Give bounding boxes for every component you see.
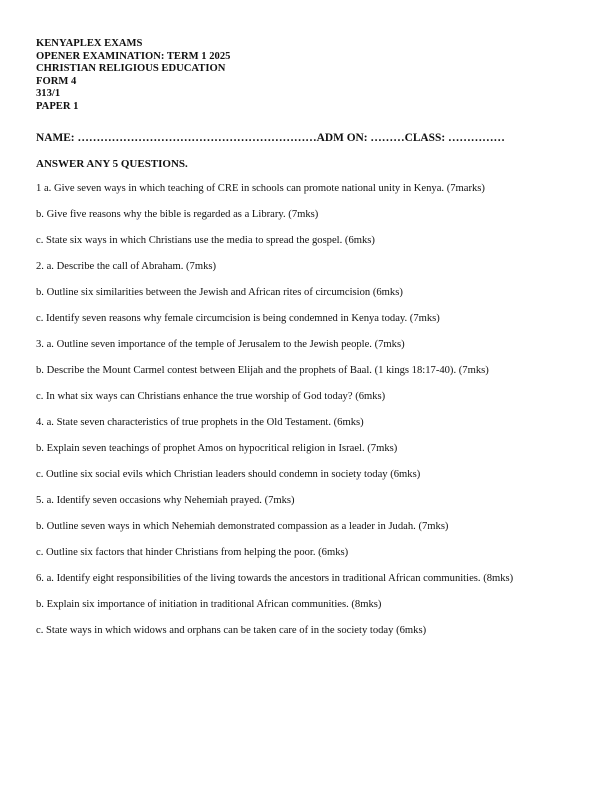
question-item: c. In what six ways can Christians enhance the true worship of God today? (6mks): [36, 391, 386, 402]
header-exam-title: OPENER EXAMINATION: TERM 1 2025: [36, 50, 231, 62]
instructions: ANSWER ANY 5 QUESTIONS.: [36, 158, 188, 170]
question-item: b. Outline seven ways in which Nehemiah demonstrated compassion as a leader in Judah. (7mks): [36, 521, 449, 532]
header-code: 313/1: [36, 88, 61, 100]
question-item: c. Identify seven reasons why female circumcision is being condemned in Kenya today. (7mks): [36, 313, 440, 324]
question-item: b. Give five reasons why the bible is regarded as a Library. (7mks): [36, 209, 319, 220]
question-item: 4. a. State seven characteristics of true prophets in the Old Testament. (6mks): [36, 417, 364, 428]
question-item: b. Outline six similarities between the Jewish and African rites of circumcision (6mks): [36, 287, 403, 298]
question-item: c. Outline six social evils which Christian leaders should condemn in society today (6mks): [36, 469, 421, 480]
question-list: [36, 182, 584, 650]
question-item: 3. a. Outline seven importance of the temple of Jerusalem to the Jewish people. (7mks): [36, 339, 405, 350]
question-item: 1 a. Give seven ways in which teaching of CRE in schools can promote national unity in Kenya. (7marks): [36, 183, 485, 194]
header-subject: CHRISTIAN RELIGIOUS EDUCATION: [36, 63, 226, 75]
question-item: c. Outline six factors that hinder Christians from helping the poor. (6mks): [36, 547, 349, 558]
question-item: b. Explain seven teachings of prophet Amos on hypocritical religion in Israel. (7mks): [36, 443, 398, 454]
header-school: KENYAPLEX EXAMS: [36, 38, 143, 49]
header-form: FORM 4: [36, 75, 77, 87]
question-item: c. State ways in which widows and orphans can be taken care of in the society today (6mks): [36, 625, 427, 636]
question-item: 6. a. Identify eight responsibilities of the living towards the ancestors in traditional African communities. (8mks): [36, 573, 514, 584]
question-item: 5. a. Identify seven occasions why Nehemiah prayed. (7mks): [36, 495, 295, 506]
exam-header: [36, 38, 230, 114]
question-item: 2. a. Describe the call of Abraham. (7mks): [36, 261, 217, 272]
question-item: c. State six ways in which Christians use the media to spread the gospel. (6mks): [36, 235, 375, 246]
question-item: b. Describe the Mount Carmel contest between Elijah and the prophets of Baal. (1 kings 18:17-40). (7mks): [36, 365, 489, 376]
candidate-details-line: NAME: ………………………………………………………ADM ON: ………CLASS: ……………: [36, 132, 505, 144]
header-paper: PAPER 1: [36, 100, 79, 112]
question-item: b. Explain six importance of initiation in traditional African communities. (8mks): [36, 599, 382, 610]
